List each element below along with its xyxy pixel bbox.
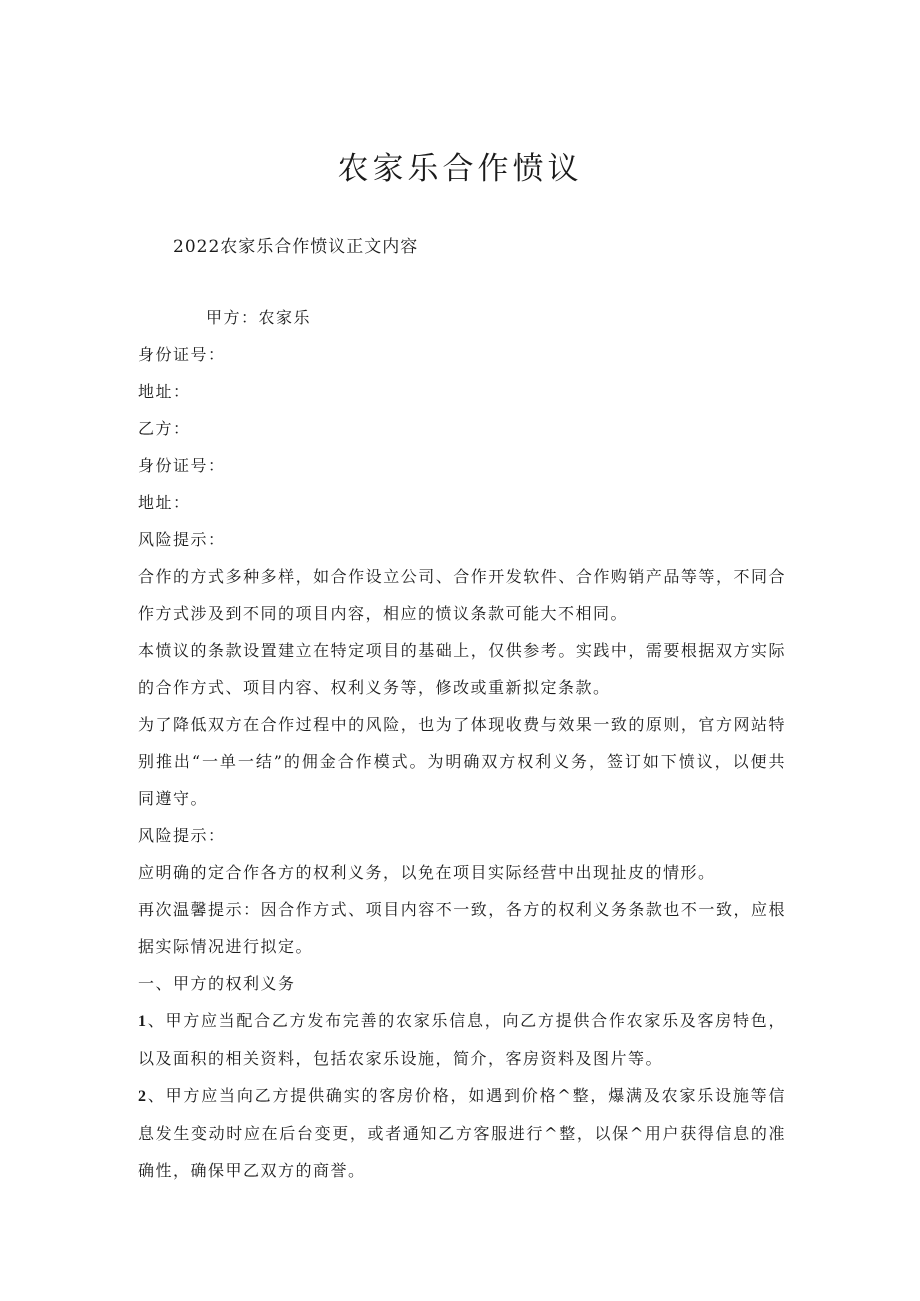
party-a-line: 甲方：农家乐 — [206, 308, 312, 327]
paragraph: 合作的方式多种多样，如合作设立公司、合作开发软件、合作购销产品等等，不同合作方式涉及到不同的项目内容，相应的愤议条款可能大不相同。 — [138, 567, 786, 623]
party-b-id-line: 身份证号： — [138, 456, 226, 475]
party-a-id-line: 身份证号： — [138, 345, 226, 364]
document-body — [138, 299, 786, 1189]
party-b-address-line: 地址： — [138, 493, 191, 512]
clause-number: 2 — [138, 1088, 148, 1105]
clause-text: 、甲方应当配合乙方发布完善的农家乐信息，向乙方提供合作农家乐及客房特色，以及面积的相关资料，包括农家乐设施，简介，客房资料及图片等。 — [138, 1011, 786, 1068]
risk-title: 风险提示： — [138, 530, 226, 549]
clause-number: 1 — [138, 1013, 148, 1030]
paragraph: 为了降低双方在合作过程中的风险，也为了体现收费与效果一致的原则，官方网站特别推出“一单一结”的佣金合作模式。为明确双方权利义务，签订如下愤议，以便共同遵守。 — [138, 715, 786, 808]
party-b-line: 乙方： — [138, 419, 191, 438]
paragraph: 本愤议的条款设置建立在特定项目的基础上，仅供参考。实践中，需要根据双方实际的合作方式、项目内容、权利义务等，修改或重新拟定条款。 — [138, 641, 786, 697]
document-title: 农家乐合作愤议 — [337, 151, 583, 187]
clause-1 — [138, 1002, 786, 1077]
clause-2 — [138, 1077, 786, 1189]
section-heading: 一、甲方的权利义务 — [138, 974, 296, 993]
paragraph: 应明确的定合作各方的权利义务，以免在项目实际经营中出现扯皮的情形。 — [138, 863, 716, 882]
document-subtitle: 2022农家乐合作愤议正文内容 — [173, 237, 419, 257]
party-a-address-line: 地址： — [138, 382, 191, 401]
clause-text: 、甲方应当向乙方提供确实的客房价格，如遇到价格^整，爆满及农家乐设施等信息发生变动时应在后台变更，或者通知乙方客服进行^整，以保^用户获得信息的准确性，确保甲乙双方的商誉。 — [138, 1086, 786, 1180]
paragraph: 再次温馨提示：因合作方式、项目内容不一致，各方的权利义务条款也不一致，应根据实际情况进行拟定。 — [138, 900, 786, 956]
risk-title: 风险提示： — [138, 826, 226, 845]
